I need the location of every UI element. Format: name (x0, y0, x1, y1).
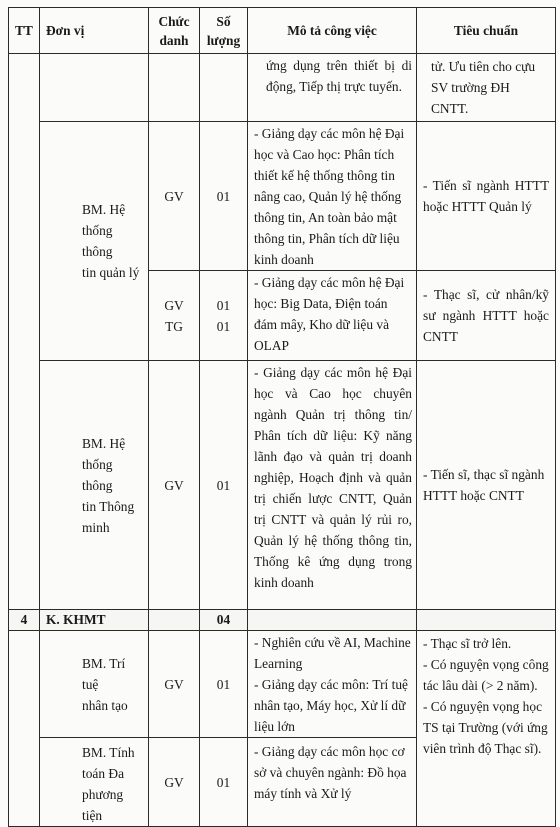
header-title: Chức danh (149, 8, 200, 54)
title-line: TG (165, 318, 183, 334)
desc-item: - Giảng dạy các môn: Trí tuệ nhân tạo, Máy học, Xử lí dữ liệu lớn (254, 677, 408, 734)
desc-cell (248, 631, 417, 738)
table-row (9, 631, 556, 738)
title-cell: GV (149, 122, 200, 271)
std-item: - Có nguyện vọng công tác lâu dài (> 2 năm). (423, 657, 549, 693)
std-cell: - Tiến sĩ, thạc sĩ ngành HTTT hoặc CNTT (417, 361, 556, 610)
std-cell: - Tiến sĩ ngành HTTT hoặc HTTT Quản lý (417, 122, 556, 271)
unit-cell: BM. Hệ thống thông tin quản lý (40, 122, 149, 361)
table-row (9, 361, 556, 610)
title-cell: GV (149, 631, 200, 738)
std-item: - Thạc sĩ trở lên. (423, 636, 512, 651)
tt-cell (9, 54, 40, 610)
header-desc: Mô tả công việc (248, 8, 417, 54)
desc-cell: - Giảng dạy các môn hệ Đại học và Cao học chuyên ngành Quản trị thông tin/ Phân tích dữ liệu: Kỹ năng lãnh đạo và quản trị doanh nghiệp, Hoạch định và quản trị chiến lược CNTT, Quản trị CNTT và quản lý rủi ro, Quản lý hệ thống thông tin, Thống kê ứng dụng trong kinh doanh (248, 361, 417, 610)
qty-cell: 01 (200, 631, 248, 738)
qty-cell: 01 (200, 361, 248, 610)
section-qty: 04 (200, 610, 248, 631)
header-std: Tiêu chuẩn (417, 8, 556, 54)
section-std (417, 610, 556, 631)
header-unit: Đơn vị (40, 8, 149, 54)
recruitment-table (8, 7, 556, 827)
desc-cell: - Giảng dạy các môn học cơ sở và chuyên ngành: Đồ họa máy tính và Xử lý (248, 738, 417, 827)
title-cell: GV (149, 361, 200, 610)
title-cell (149, 54, 200, 122)
table-row (9, 54, 556, 122)
title-line: GV (164, 297, 184, 313)
tt-cell (9, 631, 40, 827)
header-qty: Số lượng (200, 8, 248, 54)
unit-cell (40, 54, 149, 122)
header-tt: TT (9, 8, 40, 54)
title-cell (149, 271, 200, 361)
unit-cell: BM. Tính toán Đa phương tiện (40, 738, 149, 827)
unit-cell: BM. Trí tuệ nhân tạo (40, 631, 149, 738)
qty-cell (200, 271, 248, 361)
qty-cell (200, 54, 248, 122)
header-row (9, 8, 556, 54)
title-cell: GV (149, 738, 200, 827)
qty-line: 01 (216, 318, 231, 334)
table-row (9, 122, 556, 271)
desc-cell: - Giảng dạy các môn hệ Đại học và Cao học: Phân tích thiết kế hệ thống thông tin nâng cao, Quản lý hệ thống thông tin, An toàn bảo mật thông tin, Phân tích dữ liệu kinh doanh (248, 122, 417, 271)
std-cell: tử. Ưu tiên cho cựu SV trường ĐH CNTT. (417, 54, 556, 122)
desc-cell: ứng dụng trên thiết bị di động, Tiếp thị trực tuyến. (248, 54, 417, 122)
desc-item: - Nghiên cứu về AI, Machine Learning (254, 635, 411, 671)
qty-line: 01 (216, 297, 231, 313)
section-unit: K. KHMT (40, 610, 149, 631)
section-title (149, 610, 200, 631)
section-row (9, 610, 556, 631)
std-cell (417, 631, 556, 827)
section-desc (248, 610, 417, 631)
std-item: - Có nguyện vọng học TS tại Trường (với ứng viên trình độ Thạc sĩ). (423, 699, 548, 756)
section-tt: 4 (9, 610, 40, 631)
desc-cell: - Giảng dạy các môn hệ Đại học: Big Data, Điện toán đám mây, Kho dữ liệu và OLAP (248, 271, 417, 361)
std-cell: - Thạc sĩ, cử nhân/kỹ sư ngành HTTT hoặc CNTT (417, 271, 556, 361)
qty-cell: 01 (200, 122, 248, 271)
unit-cell: BM. Hệ thống thông tin Thông minh (40, 361, 149, 610)
qty-cell: 01 (200, 738, 248, 827)
